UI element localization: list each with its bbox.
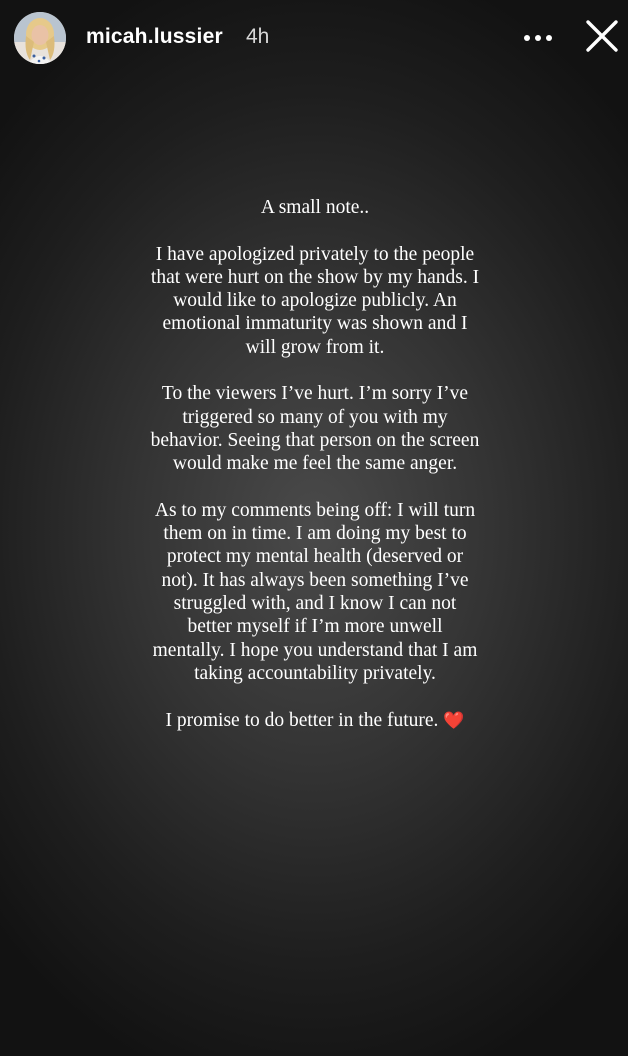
note-paragraph: To the viewers I’ve hurt. I’m sorry I’ve triggered so many of you with my behavior. Seeing that person on the screen would make me feel the same anger. — [150, 383, 480, 475]
more-options-button[interactable] — [516, 22, 560, 54]
note-closing — [150, 709, 480, 733]
avatar[interactable] — [14, 12, 66, 64]
story-header — [0, 0, 628, 76]
heart-icon: ❤️ — [443, 710, 465, 731]
avatar-image — [14, 12, 66, 64]
timestamp: 4h — [246, 25, 270, 48]
note-title: A small note.. — [260, 197, 370, 218]
username[interactable]: micah.lussier — [86, 25, 223, 48]
note-paragraph: I have apologized privately to the people that were hurt on the show by my hands. I would like to apologize publicly. An emotional immaturity was shown and I will grow from it. — [150, 243, 480, 358]
close-icon — [580, 14, 624, 58]
more-horizontal-icon — [516, 22, 560, 54]
close-button[interactable] — [580, 14, 624, 58]
story-text-note — [150, 196, 480, 733]
note-paragraph: As to my comments being off: I will turn them on in time. I am doing my best to protect my mental health (deserved or not). It has always been something I’ve struggled with, and I know I can not better myself if I’m more unwell mentally. I hope you understand that I am taking accountability privately. — [152, 499, 478, 684]
note-closing-text: I promise to do better in the future. — [165, 709, 439, 731]
